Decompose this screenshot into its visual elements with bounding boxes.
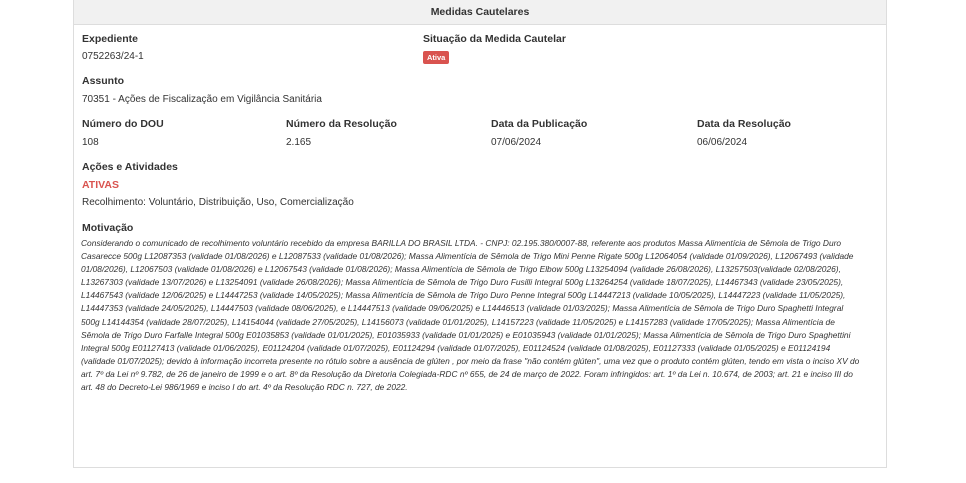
acoes-status: ATIVAS (82, 179, 119, 191)
data-publicacao-label: Data da Publicação (491, 118, 588, 130)
assunto-label: Assunto (82, 75, 124, 87)
data-publicacao-value: 07/06/2024 (491, 137, 542, 148)
data-resolucao-label: Data da Resolução (697, 118, 791, 130)
medidas-cautelares-panel (73, 0, 887, 468)
motivacao-text: Considerando o comunicado de recolhimento voluntário recebido da empresa BARILLA DO BRASIL LTDA. - CNPJ: 02.195.380/0007-88, referente aos produtos Massa Alimentícia de Sêmola de Trigo Duro Casarecce 500g L12087353 (validade 01/08/2026) e L12087533 (validade 01/08/2026); Massa Alimentícia de Sêmola de Trigo Mini Penne Rigate 500g L12064054 (validade 01/09/2026), L12067493 (validade 01/08/2026), L12067503 (validade 01/08/2026) e L12067543 (validade 01/08/2026); Massa Alimentícia de Sêmola de Trigo Elbow 500g L13254094 (validade 26/08/2026), L13257503(validade 02/08/2026), L13267303 (validade 13/07/2026) e L13254091 (validade 26/08/2026); Massa Alimentícia de Sêmola de Trigo Duro Fusilli Integral 500g L13264254 (validade 18/07/2025), L14467343 (validade 23/05/2025), L14467543 (validade 12/06/2025) e L14447253 (validade 14/05/2025); Massa Alimentícia de Sêmola de Trigo Duro Penne Integral 500g L14447213 (validade 10/05/2025), L14447223 (validade 11/05/2025), L14447353 (validade 24/05/2025), L14447503 (validade 08/06/2025), e L14447513 (validade 09/06/2025) e L14446513 (validade 01/03/2025); Massa Alimentícia de Sêmola de Trigo Duro Spaghetti Integral 500g L14144354 (validade 28/07/2025), L14154044 (validade 27/05/2025), L14156073 (validade 01/01/2025), L14157223 (validade 11/05/2025) e L14157283 (validade 17/05/2025); Massa Alimentícia de Sêmola de Trigo Duro Farfalle Integral 500g E01035853 (validade 01/01/2025), E01035933 (validade 01/01/2025) e E01035943 (validade 01/01/2025); Massa Alimentícia de Sêmola de Trigo Duro Spaghettini Integral 500g E01127413 (validade 01/06/2025), E01124204 (validade 01/07/2025), E01124294 (validade 01/07/2025), E01124524 (validade 01/08/2025), E01127333 (validade 01/05/2025) e E01124194 (validade 01/07/2025); devido à informação incorreta presente no rótulo sobre a ausência de glúten , por meio da frase "não contém glúten", uma vez que o produto contém glúten, tendo em vista o inciso XV do art. 7º da Lei nº 9.782, de 26 de janeiro de 1999 e o art. 8º da Resolução da Diretoria Colegiada-RDC nº 655, de 24 de março de 2022. Foram infringidos: art. 1º da Lei n. 10.674, de 2003; art. 21 e inciso III do art. 48 do Decreto-Lei 986/1969 e inciso I do art. 4º da Resolução RDC n. 727, de 2022. (81, 238, 860, 393)
numero-resolucao-value: 2.165 (286, 137, 312, 148)
motivacao-label: Motivação (82, 222, 134, 234)
assunto-value: 70351 - Ações de Fiscalização em Vigilância Sanitária (82, 94, 322, 105)
recolhimento-value: Recolhimento: Voluntário, Distribuição, Uso, Comercialização (82, 197, 354, 208)
expediente-value: 0752263/24-1 (82, 51, 144, 62)
numero-resolucao-label: Número da Resolução (286, 118, 397, 130)
situacao-label: Situação da Medida Cautelar (423, 33, 566, 45)
data-resolucao-value: 06/06/2024 (697, 137, 748, 148)
numero-dou-value: 108 (82, 137, 99, 148)
status-badge: Ativa (423, 51, 449, 64)
numero-dou-label: Número do DOU (82, 118, 164, 130)
acoes-label: Ações e Atividades (82, 161, 178, 173)
expediente-label: Expediente (82, 33, 139, 45)
panel-title: Medidas Cautelares (74, 0, 886, 25)
